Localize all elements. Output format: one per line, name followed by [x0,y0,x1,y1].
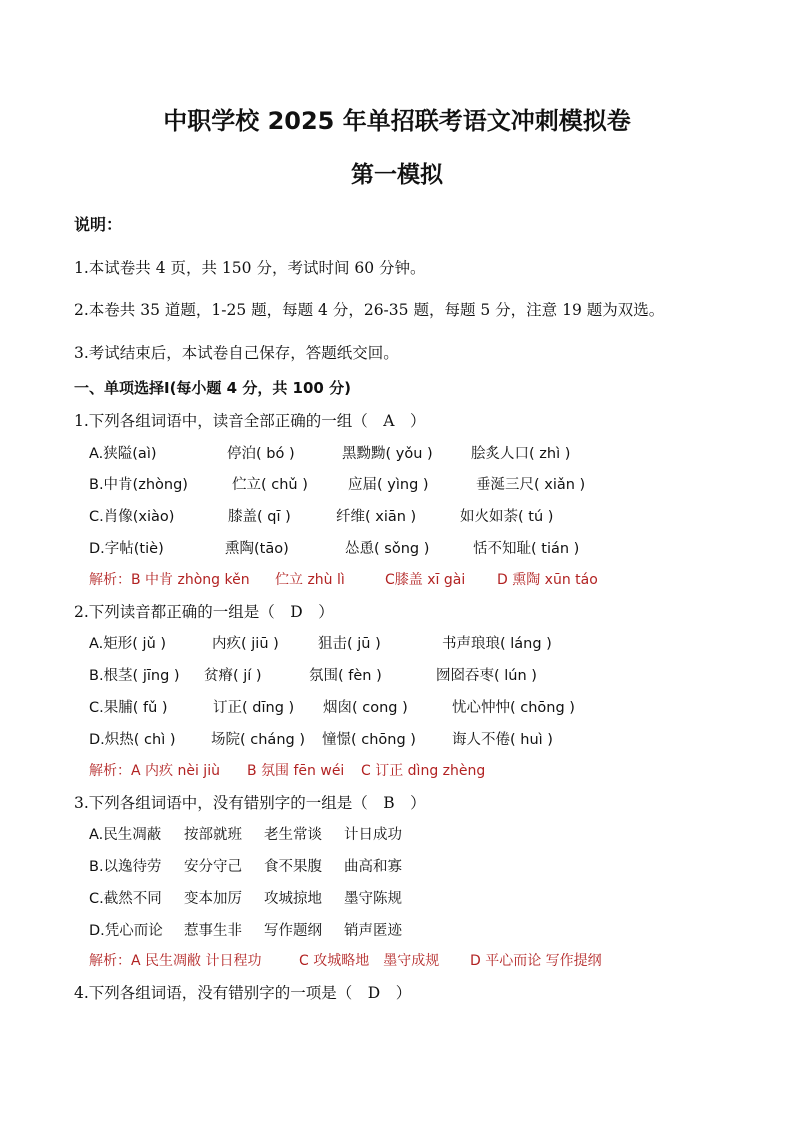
question-1-stem: 1.下列各组词语中，读音全部正确的一组（ A ） [74,412,426,430]
instruction-line-2: 2.本卷共 35 道题，1-25 题，每题 4 分，26-35 题，每题 5 分，注意 19 题为双选。 [74,301,665,319]
question-3-stem: 3.下列各组词语中，没有错别字的一组是（ B ） [74,794,426,812]
question-2-stem: 2.下列读音都正确的一组是（ D ） [74,603,334,621]
question-4-stem: 4.下列各组词语，没有错别字的一项是（ D ） [74,984,412,1002]
instructions-heading: 说明： [74,215,123,234]
instruction-line-3: 3.考试结束后，本试卷自己保存，答题纸交回。 [74,344,399,362]
exam-subtitle: 第一模拟 [351,162,443,188]
exam-page: 中职学校 2025 年单招联考语文冲刺模拟卷 第一模拟 说明： 1.本试卷共 4 页，共 150 分，考试时间 60 分钟。 2.本卷共 35 道题，1-25 题，每题 4 分，26-35 题，每题 5 分，注意 19 题为双选。 3.考试结束后，本试卷自己保存，答题纸交回。 一、单项选择Ⅰ(每小题 4 分，共 100 分) 1.下列各组词语中，读音全部正确的一组（ A ） A.狭隘(aì) 停泊( bó ) 黑黝黝( yǒu ) 脍炙人口( zhì ) B.中肯(zhòng) 伫立( chǔ ) 应届( yìng ) 垂涎三尺( xiǎn ) C.肖像(xiào) 膝盖( qī ) 纤维( xiān ) 如火如荼( tú ) D.字帖(tiè) 熏陶(tāo) 怂恿( sǒng ) 恬不知耻( tián ) 解析：B 中肯 zhòng kěn 伫立 zhù lì C膝盖 xī gài D 熏陶 xūn táo 2.下列读音都正确的一组是（ D ） A.矩形( jǔ ) 内疚( jiū ) 狙击( jū ) 书声琅琅( láng ) B.根茎( jīng ) 贫瘠( jí ) 氛围( fèn ) 囫囵吞枣( lún ) C.果脯( fǔ ) 订正( dīng ) 烟囱( cong ) 忧心忡忡( chōng ) D.炽热( chì ) 场院( cháng ) 憧憬( chōng ) 诲人不倦( huì ) 解析：A 内疚 nèi jiù B 氛围 fēn wéi C 订正 dìng zhèng 3.下列各组词语中，没有错别字的一组是（ B ） A.民生凋蔽 按部就班 老生常谈 计日成功 B.以逸待劳 安分守己 食不果腹 曲高和寡 C.截然不同 变本加厉 攻城掠地 墨守陈规 D.凭心而论 惹事生非 写作题纲 销声匿迹 解析：A 民生凋敝 计日程功 C 攻城略地 墨守成规 D 平心而论 写作提纲 4.下列各组词语，没有错别字的一项是（ D ） [0,0,794,1123]
exam-title: 中职学校 2025 年单招联考语文冲刺模拟卷 [163,107,631,135]
section-title: 一、单项选择Ⅰ(每小题 4 分，共 100 分) [74,379,351,397]
instruction-line-1: 1.本试卷共 4 页，共 150 分，考试时间 60 分钟。 [74,259,426,277]
